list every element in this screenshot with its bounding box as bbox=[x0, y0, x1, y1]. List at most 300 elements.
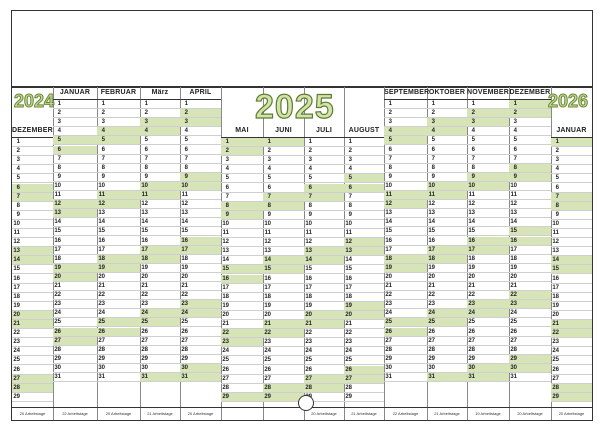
day-row bbox=[304, 156, 344, 165]
day-row bbox=[97, 364, 140, 373]
day-row bbox=[467, 337, 509, 346]
day-number: 10 bbox=[552, 220, 559, 227]
day-number: 4 bbox=[388, 128, 392, 135]
day-row bbox=[551, 284, 592, 293]
day-row bbox=[551, 138, 592, 147]
day-row bbox=[53, 146, 97, 155]
day-number: 17 bbox=[345, 284, 352, 291]
day-number: 16 bbox=[510, 237, 517, 244]
day-number: 12 bbox=[181, 201, 188, 208]
day-number: 26 bbox=[510, 328, 517, 335]
day-number: 24 bbox=[552, 348, 559, 355]
day-row bbox=[427, 373, 467, 382]
workdays-footer: 20 Arbeitstage bbox=[12, 407, 53, 420]
workdays-footer: 21 Arbeitstage bbox=[140, 407, 180, 420]
day-row bbox=[344, 211, 384, 220]
day-number: 3 bbox=[57, 119, 61, 126]
day-row bbox=[140, 282, 180, 291]
day-row bbox=[304, 356, 344, 365]
day-row bbox=[140, 318, 180, 327]
day-row bbox=[467, 164, 509, 173]
day-number: 1 bbox=[348, 139, 352, 145]
day-number: 24 bbox=[181, 310, 188, 317]
day-row bbox=[221, 202, 263, 211]
day-row bbox=[53, 218, 97, 227]
day-row bbox=[180, 273, 221, 282]
workdays-footer: 20 Arbeitstage bbox=[551, 407, 592, 420]
day-number: 6 bbox=[267, 184, 271, 191]
day-row bbox=[551, 165, 592, 174]
day-row bbox=[509, 318, 551, 327]
day-number: 1 bbox=[225, 139, 229, 145]
day-number: 12 bbox=[54, 201, 61, 208]
day-row bbox=[263, 156, 304, 165]
day-number: 10 bbox=[98, 182, 105, 189]
day-row bbox=[304, 366, 344, 375]
day-number: 6 bbox=[101, 146, 105, 153]
day-row bbox=[427, 237, 467, 246]
day-row bbox=[180, 218, 221, 227]
day-number: 28 bbox=[385, 346, 392, 353]
day-row bbox=[427, 328, 467, 337]
day-row bbox=[263, 247, 304, 256]
day-number: 25 bbox=[141, 319, 148, 326]
day-number: 18 bbox=[468, 255, 475, 262]
day-row bbox=[97, 136, 140, 145]
day-row bbox=[467, 209, 509, 218]
day-number: 15 bbox=[468, 228, 475, 235]
day-row bbox=[97, 337, 140, 346]
day-row bbox=[263, 320, 304, 329]
day-number: 12 bbox=[98, 201, 105, 208]
day-number: 24 bbox=[305, 348, 312, 355]
day-row bbox=[344, 165, 384, 174]
day-number: 15 bbox=[181, 228, 188, 235]
day-number: 5 bbox=[144, 137, 148, 144]
day-row bbox=[384, 209, 427, 218]
day-row bbox=[263, 220, 304, 229]
day-row bbox=[180, 237, 221, 246]
workdays-footer bbox=[263, 407, 304, 420]
workdays-footer: 20 Arbeitstage bbox=[97, 407, 140, 420]
day-row bbox=[140, 246, 180, 255]
day-row bbox=[263, 311, 304, 320]
day-row bbox=[12, 393, 53, 402]
day-row bbox=[509, 364, 551, 373]
day-number: 11 bbox=[345, 230, 352, 236]
day-number: 1 bbox=[513, 101, 517, 107]
day-number: 7 bbox=[388, 155, 392, 162]
day-row bbox=[384, 309, 427, 318]
day-number: 5 bbox=[225, 175, 229, 182]
year-left: 2024 bbox=[14, 91, 55, 111]
day-number: 22 bbox=[468, 292, 475, 299]
day-number: 25 bbox=[13, 357, 20, 364]
day-number: 23 bbox=[181, 301, 188, 308]
day-row bbox=[140, 291, 180, 300]
day-row bbox=[384, 246, 427, 255]
day-number: 30 bbox=[385, 364, 392, 371]
day-number: 28 bbox=[428, 346, 435, 353]
day-number: 22 bbox=[181, 292, 188, 299]
day-row bbox=[53, 255, 97, 264]
day-number: 7 bbox=[348, 193, 352, 200]
day-row bbox=[304, 302, 344, 311]
day-row bbox=[467, 273, 509, 282]
day-row bbox=[221, 338, 263, 347]
day-number: 7 bbox=[57, 155, 61, 162]
day-number: 24 bbox=[13, 348, 20, 355]
day-number: 15 bbox=[222, 266, 229, 273]
day-number: 23 bbox=[345, 339, 352, 346]
day-number: 6 bbox=[388, 146, 392, 153]
day-row bbox=[304, 238, 344, 247]
day-number: 5 bbox=[555, 175, 559, 182]
day-number: 19 bbox=[552, 302, 559, 309]
day-row bbox=[551, 202, 592, 211]
day-row bbox=[344, 265, 384, 274]
day-row bbox=[263, 184, 304, 193]
day-row bbox=[509, 282, 551, 291]
day-number: 6 bbox=[308, 184, 312, 191]
month-header: JUNI bbox=[263, 125, 304, 138]
day-row bbox=[263, 256, 304, 265]
day-row bbox=[344, 229, 384, 238]
day-number: 16 bbox=[264, 275, 271, 282]
day-row bbox=[344, 311, 384, 320]
day-number: 19 bbox=[345, 302, 352, 309]
day-number: 29 bbox=[98, 355, 105, 362]
day-number: 22 bbox=[13, 330, 20, 337]
day-row bbox=[263, 347, 304, 356]
day-number: 25 bbox=[428, 319, 435, 326]
day-row bbox=[140, 200, 180, 209]
day-row bbox=[344, 356, 384, 365]
day-row bbox=[344, 256, 384, 265]
workdays-footer: 20 Arbeitstage bbox=[180, 407, 221, 420]
month-header: JANUAR bbox=[551, 125, 592, 138]
day-number: 24 bbox=[468, 310, 475, 317]
day-number: 30 bbox=[510, 364, 517, 371]
day-number: 28 bbox=[222, 384, 229, 391]
day-number: 7 bbox=[267, 193, 271, 200]
day-number: 14 bbox=[428, 219, 435, 226]
day-row bbox=[221, 220, 263, 229]
day-number: 17 bbox=[222, 284, 229, 291]
day-row bbox=[53, 136, 97, 145]
day-row bbox=[551, 393, 592, 402]
day-row bbox=[467, 155, 509, 164]
day-number: 17 bbox=[141, 246, 148, 253]
day-number: 13 bbox=[54, 210, 61, 217]
day-row bbox=[53, 282, 97, 291]
day-row bbox=[551, 184, 592, 193]
day-row bbox=[180, 127, 221, 136]
day-number: 28 bbox=[264, 384, 271, 391]
day-row bbox=[221, 293, 263, 302]
day-row bbox=[97, 346, 140, 355]
day-number: 18 bbox=[510, 255, 517, 262]
day-number: 9 bbox=[431, 173, 435, 180]
day-number: 16 bbox=[13, 275, 20, 282]
day-number: 11 bbox=[428, 192, 435, 198]
day-number: 4 bbox=[144, 128, 148, 135]
day-number: 21 bbox=[305, 321, 312, 327]
day-row bbox=[97, 246, 140, 255]
day-row bbox=[140, 364, 180, 373]
day-row bbox=[12, 265, 53, 274]
day-number: 16 bbox=[141, 237, 148, 244]
day-number: 22 bbox=[428, 292, 435, 299]
day-row bbox=[344, 384, 384, 393]
day-row bbox=[97, 309, 140, 318]
day-row bbox=[12, 311, 53, 320]
day-number: 9 bbox=[16, 211, 20, 218]
day-number: 25 bbox=[468, 319, 475, 326]
day-number: 28 bbox=[141, 346, 148, 353]
day-number: 29 bbox=[428, 355, 435, 362]
day-number: 11 bbox=[141, 192, 148, 198]
day-number: 11 bbox=[468, 192, 475, 198]
day-number: 23 bbox=[222, 339, 229, 346]
day-number: 16 bbox=[305, 275, 312, 282]
day-row bbox=[263, 211, 304, 220]
day-row bbox=[53, 237, 97, 246]
day-row bbox=[384, 200, 427, 209]
day-row bbox=[97, 227, 140, 236]
day-row bbox=[427, 264, 467, 273]
day-row bbox=[221, 302, 263, 311]
day-row bbox=[384, 191, 427, 200]
day-row bbox=[509, 227, 551, 236]
day-number: 5 bbox=[348, 175, 352, 182]
day-row bbox=[384, 264, 427, 273]
day-row bbox=[180, 373, 221, 382]
day-row bbox=[221, 247, 263, 256]
day-number: 25 bbox=[552, 357, 559, 364]
day-number: 1 bbox=[431, 101, 435, 107]
day-row bbox=[551, 211, 592, 220]
day-number: 26 bbox=[345, 366, 352, 373]
day-number: 18 bbox=[54, 255, 61, 262]
day-row bbox=[467, 136, 509, 145]
day-row bbox=[551, 247, 592, 256]
day-row bbox=[263, 366, 304, 375]
day-row bbox=[97, 127, 140, 136]
day-row bbox=[304, 229, 344, 238]
day-row bbox=[467, 282, 509, 291]
day-number: 15 bbox=[428, 228, 435, 235]
month-column bbox=[304, 87, 345, 420]
blank-header-area bbox=[11, 10, 593, 88]
month-header: JULI bbox=[304, 125, 344, 138]
day-row bbox=[551, 384, 592, 393]
day-row bbox=[140, 273, 180, 282]
day-row bbox=[344, 184, 384, 193]
day-number: 4 bbox=[16, 166, 20, 173]
day-number: 10 bbox=[13, 220, 20, 227]
day-row bbox=[53, 209, 97, 218]
day-number: 15 bbox=[552, 266, 559, 273]
publisher-logo bbox=[298, 395, 314, 411]
day-number: 29 bbox=[552, 393, 559, 400]
day-number: 27 bbox=[181, 337, 188, 344]
day-row bbox=[12, 193, 53, 202]
day-row bbox=[551, 302, 592, 311]
month-column bbox=[12, 87, 54, 420]
day-number: 13 bbox=[13, 248, 20, 255]
day-row bbox=[140, 300, 180, 309]
day-row bbox=[53, 155, 97, 164]
day-number: 26 bbox=[385, 328, 392, 335]
month-column bbox=[427, 87, 468, 420]
workdays-footer: 20 Arbeitstage bbox=[304, 407, 344, 420]
day-number: 9 bbox=[555, 211, 559, 218]
day-number: 3 bbox=[144, 119, 148, 126]
day-row bbox=[509, 109, 551, 118]
day-row bbox=[304, 247, 344, 256]
day-number: 14 bbox=[181, 219, 188, 226]
day-number: 28 bbox=[345, 384, 352, 391]
day-number: 31 bbox=[181, 374, 188, 380]
day-row bbox=[427, 118, 467, 127]
day-number: 24 bbox=[428, 310, 435, 317]
day-row bbox=[97, 146, 140, 155]
day-number: 8 bbox=[388, 164, 392, 171]
day-row bbox=[180, 164, 221, 173]
month-column bbox=[140, 87, 181, 420]
day-row bbox=[427, 355, 467, 364]
day-row bbox=[221, 311, 263, 320]
day-row bbox=[509, 209, 551, 218]
day-row bbox=[12, 238, 53, 247]
day-number: 16 bbox=[385, 237, 392, 244]
day-number: 29 bbox=[13, 393, 20, 400]
day-row bbox=[509, 291, 551, 300]
day-row bbox=[140, 136, 180, 145]
day-row bbox=[180, 100, 221, 109]
day-row bbox=[53, 246, 97, 255]
day-number: 2 bbox=[513, 110, 517, 117]
day-row bbox=[304, 184, 344, 193]
day-number: 20 bbox=[54, 273, 61, 280]
day-number: 22 bbox=[510, 292, 517, 299]
day-row bbox=[551, 256, 592, 265]
day-number: 7 bbox=[513, 155, 517, 162]
day-number: 24 bbox=[141, 310, 148, 317]
day-number: 8 bbox=[144, 164, 148, 171]
day-number: 10 bbox=[428, 182, 435, 189]
day-number: 9 bbox=[267, 211, 271, 218]
day-row bbox=[384, 328, 427, 337]
day-number: 9 bbox=[184, 173, 188, 180]
day-number: 15 bbox=[98, 228, 105, 235]
day-row bbox=[344, 329, 384, 338]
day-number: 3 bbox=[184, 119, 188, 126]
day-number: 17 bbox=[264, 284, 271, 291]
day-number: 26 bbox=[13, 366, 20, 373]
day-number: 29 bbox=[181, 355, 188, 362]
day-row bbox=[384, 182, 427, 191]
day-row bbox=[140, 127, 180, 136]
day-number: 18 bbox=[305, 293, 312, 300]
day-row bbox=[384, 237, 427, 246]
day-number: 8 bbox=[471, 164, 475, 171]
day-number: 5 bbox=[57, 137, 61, 144]
day-number: 10 bbox=[222, 220, 229, 227]
day-number: 17 bbox=[13, 284, 20, 291]
day-number: 19 bbox=[428, 264, 435, 271]
day-row bbox=[97, 328, 140, 337]
day-number: 8 bbox=[308, 202, 312, 209]
day-number: 14 bbox=[54, 219, 61, 226]
day-number: 12 bbox=[552, 239, 559, 246]
day-number: 17 bbox=[385, 246, 392, 253]
day-number: 26 bbox=[264, 366, 271, 373]
day-row bbox=[509, 218, 551, 227]
day-number: 13 bbox=[385, 210, 392, 217]
day-row bbox=[467, 346, 509, 355]
day-row bbox=[427, 200, 467, 209]
day-row bbox=[427, 173, 467, 182]
day-number: 23 bbox=[468, 301, 475, 308]
day-number: 14 bbox=[13, 257, 20, 264]
day-row bbox=[509, 173, 551, 182]
day-row bbox=[12, 138, 53, 147]
month-header: SEPTEMBER bbox=[384, 87, 427, 100]
day-row bbox=[427, 337, 467, 346]
day-row bbox=[140, 309, 180, 318]
day-row bbox=[140, 337, 180, 346]
day-row bbox=[97, 118, 140, 127]
year-center: 2025 bbox=[255, 88, 335, 126]
day-row bbox=[467, 291, 509, 300]
day-row bbox=[384, 127, 427, 136]
day-number: 23 bbox=[264, 339, 271, 346]
day-row bbox=[384, 273, 427, 282]
day-number: 2 bbox=[101, 110, 105, 117]
day-row bbox=[221, 256, 263, 265]
day-number: 25 bbox=[305, 357, 312, 364]
day-number: 19 bbox=[264, 302, 271, 309]
day-number: 27 bbox=[428, 337, 435, 344]
day-row bbox=[467, 373, 509, 382]
day-number: 18 bbox=[13, 293, 20, 300]
day-row bbox=[263, 165, 304, 174]
workdays-footer: 21 Arbeitstage bbox=[344, 407, 384, 420]
day-number: 3 bbox=[267, 157, 271, 164]
day-number: 31 bbox=[385, 374, 392, 380]
day-number: 5 bbox=[101, 137, 105, 144]
day-number: 30 bbox=[54, 364, 61, 371]
day-row bbox=[467, 173, 509, 182]
day-row bbox=[427, 191, 467, 200]
day-number: 8 bbox=[555, 202, 559, 209]
day-number: 8 bbox=[184, 164, 188, 171]
day-number: 14 bbox=[222, 257, 229, 264]
day-number: 10 bbox=[385, 182, 392, 189]
day-row bbox=[304, 293, 344, 302]
day-number: 2 bbox=[308, 148, 312, 155]
day-row bbox=[344, 220, 384, 229]
day-row bbox=[304, 329, 344, 338]
day-number: 16 bbox=[428, 237, 435, 244]
month-header: DEZEMBER bbox=[12, 125, 53, 138]
day-number: 18 bbox=[222, 293, 229, 300]
day-row bbox=[180, 109, 221, 118]
day-row bbox=[551, 265, 592, 274]
day-row bbox=[427, 246, 467, 255]
